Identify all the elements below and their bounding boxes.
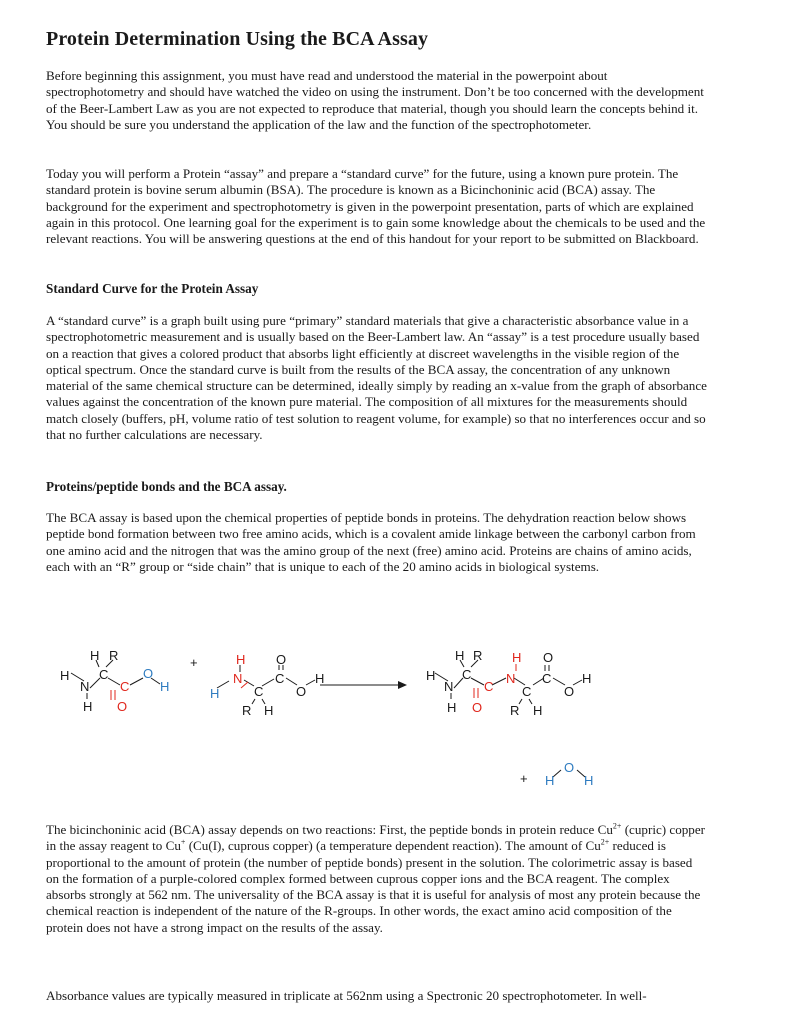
bca-text-part-2: (cupric) copper in the assay reagent to Cu [46, 822, 706, 854]
standard-curve-heading: Standard Curve for the Protein Assay [46, 281, 259, 296]
aa2-h-bottom: H [264, 703, 274, 718]
water-oxygen: O [564, 760, 575, 775]
dp-h-bottom: H [447, 700, 457, 715]
bca-text-part-1: The bicinchoninic acid (BCA) assay depends on two reactions: First, the peptide bonds in protein reduce Cu [46, 822, 613, 837]
aa1-nitrogen: N [80, 679, 90, 694]
dp-h-left: H [426, 668, 436, 683]
dp-amide-hydrogen: H [512, 650, 522, 665]
peptide-heading: Proteins/peptide bonds and the BCA assay. [46, 479, 287, 494]
aa1-alpha-carbon: C [99, 667, 109, 682]
standard-curve-paragraph: A “standard curve” is a graph built using pure “primary” standard materials that give a characteristic absorbance value in a spectrophotometric measurement and is usually based on the Beer-Lambert law. An “assay” is a test procedure usually based on a reaction that gives a colored product that absorbs light efficiently at discreet wavelengths in the visible region of the optical spectrum. Once the standard curve is built from the results of the BCA assay, the concentration of any unknown material of the same chemical structure can be determined, ideally simply by reading an x-value from the graph of absorbance values against the concentration of the known pure material. The composition of all mixtures for the measurements should match closely (buffers, pH, volume ratio of test solution to reagent volume, for example) so that no interferences occur and so that no further calculations are necessary. [46, 313, 707, 443]
bca-text-part-3: (Cu(I), cuprous copper) (a temperature dependent reaction). The amount of Cu [185, 838, 601, 854]
dp-r-group-2: R [510, 703, 520, 718]
cuprous-superscript: + [180, 837, 186, 847]
dp-h-top: H [455, 648, 465, 663]
aa2-h-top: H [236, 652, 246, 667]
reaction-plus-2: + [520, 771, 528, 786]
document-title: Protein Determination Using the BCA Assay [46, 28, 429, 50]
aa2-r-group: R [242, 703, 252, 718]
aa2-hydroxyl-oxygen: O [296, 684, 307, 699]
dp-amide-nitrogen: N [506, 671, 516, 686]
water-hydrogen-2: H [584, 773, 594, 788]
reaction-plus-1: + [190, 655, 198, 670]
absorbance-paragraph: Absorbance values are typically measured in triplicate at 562nm using a Spectronic 20 spectrophotometer. In well- [46, 988, 647, 1003]
aa1-hydroxyl-oxygen: O [143, 666, 154, 681]
bca-text-part-4: reduced is proportional to the amount of protein (the number of peptide bonds) present in the solution. The colorimetric assay is based on the formation of a purple-colored complex formed between cuprous copper ions and the BCA reagent. The complex absorbs strongly at 562 nm. The universality of the BCA assay is that it is useful for analysis of most any protein because the chemical reaction is independent of the nature of the R-groups. In other words, the exact amino acid composition of the protein does not have a strong impact on the results of the assay. [46, 838, 701, 935]
aa2-h-left: H [210, 686, 220, 701]
aa1-h-left: H [60, 668, 70, 683]
dp-peptide-carbon: C [484, 679, 494, 694]
dp-carbonyl-carbon: C [542, 671, 552, 686]
aa1-r-group: R [109, 648, 119, 663]
aa2-carbonyl-oxygen: O [276, 652, 287, 667]
dp-hydroxyl-oxygen: O [564, 684, 575, 699]
aa2-carbonyl-carbon: C [275, 671, 285, 686]
dp-carbonyl-oxygen: O [543, 650, 554, 665]
today-paragraph: Today you will perform a Protein “assay” and prepare a “standard curve” for the future, using a known pure protein. The standard protein is bovine serum albumin (BSA). The procedure is known as a Bicinchoninic acid (BCA) assay. The background for the experiment and spectrophotometry is given in the powerpoint presentation, parts of which are explained again in this protocol. One learning goal for the experiment is to gain some knowledge about the chemicals to be used and the relevant reactions. You will be answering questions at the end of this handout for your report to be submitted on Blackboard. [46, 166, 706, 247]
cupric-superscript-2: 2+ [600, 837, 610, 847]
aa1-hydroxyl-hydrogen: H [160, 679, 170, 694]
aa2-hydroxyl-hydrogen: H [315, 671, 325, 686]
dp-h-bottom-2: H [533, 703, 543, 718]
bca-reactions-paragraph [46, 822, 708, 936]
intro-paragraph: Before beginning this assignment, you must have read and understood the material in the powerpoint about spectrophotometry and should have watched the video on using the instrument. Don’t be too concerned with the development of the Beer-Lambert Law as you are not expected to reproduce that material, though you should learn the concepts behind it. You should be sure you understand the application of the law and the function of the spectrophotometer. [46, 68, 704, 132]
dp-alpha-carbon-1: C [462, 667, 472, 682]
water-hydrogen-1: H [545, 773, 555, 788]
aa1-h-bottom: H [83, 699, 93, 714]
dp-nitrogen: N [444, 679, 454, 694]
cupric-superscript-1: 2+ [612, 821, 622, 831]
dp-hydroxyl-hydrogen: H [582, 671, 592, 686]
peptide-bond-reaction-diagram [0, 640, 791, 790]
dp-peptide-oxygen: O [472, 700, 483, 715]
aa1-h-top: H [90, 648, 100, 663]
dp-alpha-carbon-2: C [522, 684, 532, 699]
dp-r-group-1: R [473, 648, 483, 663]
aa2-nitrogen: N [233, 671, 243, 686]
peptide-paragraph: The BCA assay is based upon the chemical properties of peptide bonds in proteins. The dehydration reaction below shows peptide bond formation between two free amino acids, which is a covalent amide linkage between the carbonyl carbon from one amino acid and the nitrogen that was the amino group of the next (free) amino acid. Proteins are chains of amino acids, each with an “R” group or “side chain” that is unique to each of the 20 amino acids in biological systems. [46, 510, 696, 574]
aa1-carbonyl-oxygen: O [117, 699, 128, 714]
aa1-carbonyl-carbon: C [120, 679, 130, 694]
aa2-alpha-carbon: C [254, 684, 264, 699]
